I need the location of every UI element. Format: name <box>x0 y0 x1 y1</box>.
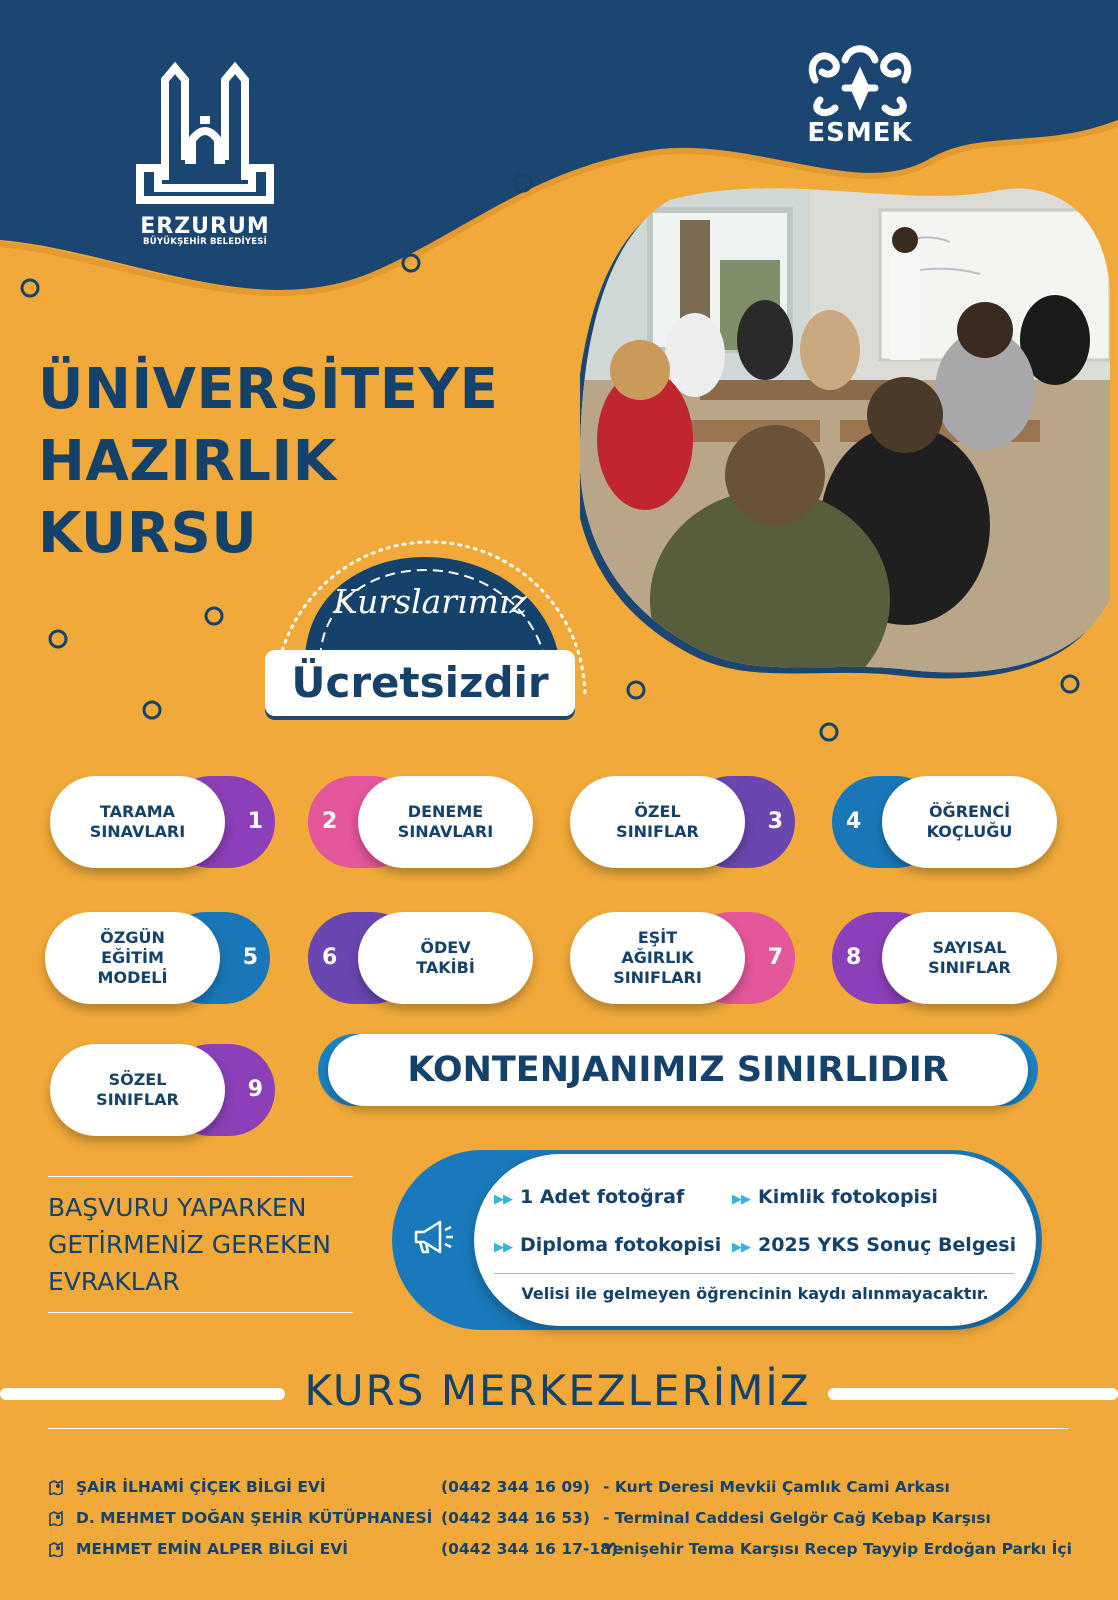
quota-banner <box>318 1034 1038 1106</box>
heading-bar-right <box>828 1388 1118 1400</box>
esmek-emblem-icon <box>800 40 920 120</box>
map-pin-icon <box>48 1541 64 1557</box>
arrow-icon: ▶▶ <box>732 1192 750 1207</box>
application-docs-heading <box>48 1176 353 1313</box>
centers-title: KURS MERKEZLERİMİZ <box>304 1366 811 1415</box>
classroom-photo <box>580 180 1110 690</box>
map-pin-icon <box>48 1510 64 1526</box>
feature-label-text: EŞİT AĞIRLIK SINIFLARI <box>613 928 702 987</box>
document-item: ▶▶ Kimlik fotokopisi <box>732 1186 938 1208</box>
feature-number: 7 <box>685 912 795 1004</box>
application-line-1: BAŞVURU YAPARKEN <box>48 1193 307 1222</box>
feature-card <box>50 776 275 868</box>
feature-number: 3 <box>685 776 795 868</box>
feature-card <box>45 912 270 1004</box>
map-pin-icon <box>48 1479 64 1495</box>
arrow-icon: ▶▶ <box>494 1240 512 1255</box>
center-phone: (0442 344 16 53) <box>441 1509 590 1527</box>
center-name: MEHMET EMİN ALPER BİLGİ EVİ <box>76 1540 348 1558</box>
feature-number: 2 <box>308 776 418 868</box>
feature-card <box>570 776 795 868</box>
documents-divider <box>494 1273 1014 1274</box>
center-name: D. MEHMET DOĞAN ŞEHİR KÜTÜPHANESİ <box>76 1509 433 1527</box>
document-item: ▶▶ 2025 YKS Sonuç Belgesi <box>732 1234 1017 1256</box>
center-name: ŞAİR İLHAMİ ÇİÇEK BİLGİ EVİ <box>76 1478 326 1496</box>
feature-label <box>358 912 533 1004</box>
erzurum-emblem-icon <box>130 60 280 210</box>
erzurum-logo <box>130 60 280 247</box>
title-line-1: ÜNİVERSİTEYE <box>38 357 499 422</box>
feature-card <box>832 776 1057 868</box>
badge-top-text: Kurslarımız <box>333 582 527 621</box>
arrow-icon: ▶▶ <box>494 1192 512 1207</box>
feature-label-text: SAYISAL SINIFLAR <box>928 938 1011 977</box>
documents-list <box>474 1154 1036 1326</box>
feature-card <box>308 912 533 1004</box>
center-phone: (0442 344 16 09) <box>441 1478 590 1496</box>
heading-bar-left <box>0 1388 285 1400</box>
feature-label <box>570 776 745 868</box>
center-address: - Terminal Caddesi Gelgör Cağ Kebap Karşısı <box>603 1509 991 1527</box>
feature-number: 9 <box>165 1044 275 1136</box>
centers-heading <box>0 1366 1118 1416</box>
feature-label <box>882 776 1057 868</box>
feature-label <box>45 912 220 1004</box>
esmek-name: ESMEK <box>807 118 913 148</box>
feature-number: 1 <box>165 776 275 868</box>
document-item: ▶▶ Diploma fotokopisi <box>494 1234 722 1256</box>
feature-label-text: TARAMA SINAVLARI <box>89 802 186 841</box>
feature-number: 4 <box>832 776 942 868</box>
documents-note: Velisi ile gelmeyen öğrencinin kaydı alınmayacaktır. <box>521 1284 989 1303</box>
feature-label-text: ÖĞRENCİ KOÇLUĞU <box>926 802 1013 841</box>
application-line-2: GETİRMENİZ GEREKEN <box>48 1230 331 1259</box>
feature-card <box>308 776 533 868</box>
badge-bottom-text: Ücretsizdir <box>265 650 575 716</box>
feature-label <box>50 776 225 868</box>
arrow-icon: ▶▶ <box>732 1240 750 1255</box>
quota-banner-text: KONTENJANIMIZ SINIRLIDIR <box>328 1034 1028 1106</box>
feature-label-text: ÖDEV TAKİBİ <box>416 938 475 977</box>
megaphone-icon <box>410 1218 454 1258</box>
free-courses-badge <box>265 522 595 732</box>
feature-number: 5 <box>160 912 270 1004</box>
feature-label-text: DENEME SINAVLARI <box>397 802 494 841</box>
centers-divider <box>48 1428 1068 1429</box>
esmek-logo <box>790 40 930 148</box>
center-address: - Kurt Deresi Mevkii Çamlık Cami Arkası <box>603 1478 950 1496</box>
documents-panel <box>392 1150 1042 1330</box>
center-phone: (0442 344 16 17-18)- <box>441 1540 625 1558</box>
feature-card <box>570 912 795 1004</box>
feature-label-text: ÖZEL SINIFLAR <box>616 802 699 841</box>
feature-label-text: ÖZGÜN EĞİTİM MODELİ <box>97 928 168 987</box>
feature-label <box>570 912 745 1004</box>
feature-label-text: SÖZEL SINIFLAR <box>96 1070 179 1109</box>
feature-number: 8 <box>832 912 942 1004</box>
application-line-3: EVRAKLAR <box>48 1267 180 1296</box>
feature-number: 6 <box>308 912 418 1004</box>
document-item: ▶▶ 1 Adet fotoğraf <box>494 1186 685 1208</box>
feature-card <box>832 912 1057 1004</box>
feature-label <box>882 912 1057 1004</box>
title-line-2: HAZIRLIK <box>38 429 337 494</box>
erzurum-sub: BÜYÜKŞEHİR BELEDİYESİ <box>143 237 267 247</box>
feature-label <box>50 1044 225 1136</box>
erzurum-name: ERZURUM <box>140 214 270 239</box>
feature-label <box>358 776 533 868</box>
feature-card <box>50 1044 275 1136</box>
title-line-3: KURSU <box>38 501 258 566</box>
center-address: Yenişehir Tema Karşısı Recep Tayyip Erdoğan Parkı İçi <box>603 1540 1072 1558</box>
